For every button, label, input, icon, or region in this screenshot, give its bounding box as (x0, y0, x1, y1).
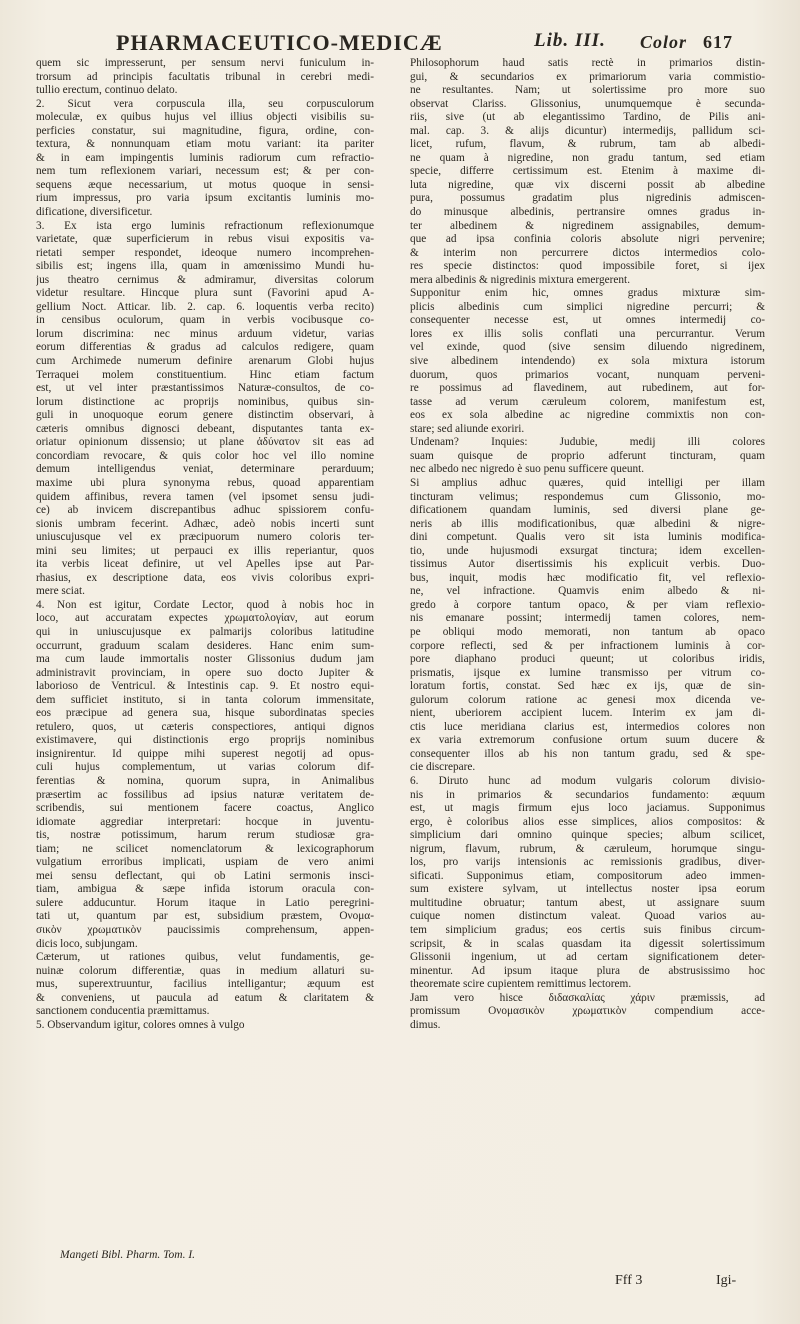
text-line: nuinæ colorum differentiæ, quas in medium allaturi su- (36, 964, 374, 977)
text-line: do minusque albedinis, pertransire omnes gradus in- (410, 206, 765, 219)
text-line: jus theatro cernimus & admiramur, diversitas colorum (36, 273, 374, 286)
text-line: ter albedinem & nigredinem assignabiles, demum- (410, 219, 765, 232)
text-line: moleculæ, ex quibus hujus vel illius objecti visibilis su- (36, 111, 374, 124)
text-line: dicis loco, subjungam. (36, 937, 138, 950)
text-line: guli in unoquoque eorum genere distinctim observari, à (36, 409, 374, 422)
text-line: cum Archimede numerum definire arenarum Globi hujus (36, 355, 374, 368)
text-line: mere sciat. (36, 585, 85, 598)
text-line: lores ex illis solis conflati una percurrantur. Verum (410, 327, 765, 340)
text-line: simplicium dari omnino quinque species; album scilicet, (410, 829, 765, 842)
text-line: Glissonii ingenium, ut ad certam significationem deter- (410, 951, 765, 964)
text-line: riis, sive (ut ab elegantissimo Tardino, de Pilis ani- (410, 111, 765, 124)
text-line: minentur. Ad ipsum itaque plura de abstrusissimo hoc (410, 964, 765, 977)
running-title: PHARMACEUTICO-MEDICÆ (116, 30, 443, 55)
text-line: ma cum laude immortalis noster Glissonius dudum jam (36, 653, 374, 666)
text-line: res specie distinctos: quod impossibile foret, si ijex (410, 260, 765, 273)
text-line: in censibus oculorum, quam in verbis vocibusque co- (36, 314, 374, 327)
text-line: loratum fortis, constat. Sed hæc ex ijs, quæ de sin- (410, 680, 765, 693)
text-line: re possimus ad flavedinem, aut rubedinem, aut for- (410, 382, 765, 395)
text-line: scribendis, sui mentionem facere coactus, Anglico (36, 802, 374, 815)
text-line: gredo à corpore tantum opaco, & per viam reflexio- (410, 598, 765, 611)
text-line: nis in primarios & secundarios fundamento: æquum (410, 788, 765, 801)
text-line: ex varia extremorum confusione ortum suum ducere & (410, 734, 765, 747)
text-line: σικὸν χρωματικὸν paucissimis comprehensum, appen- (36, 924, 374, 936)
text-line: promissum Ονομασικὸν χρωματικὸν compendium acce- (410, 1005, 765, 1018)
text-line: est, ut magis firmum ejus loco jaciamus. Supponimus (410, 802, 765, 815)
right-text-column (410, 57, 765, 1032)
book-number: Lib. III. (534, 30, 606, 51)
text-line: 5. Observandum igitur, colores omnes à vulgo (36, 1018, 245, 1031)
text-line: demum intelligendus veniat, determinare perarduum; (36, 463, 374, 476)
text-line: est, ut vel inter præstantissimos Naturæ-consultos, de co- (36, 382, 374, 395)
text-line: 2. Sicut vera corpuscula illa, seu corpusculorum (36, 97, 374, 110)
text-line: tasse ad verum cæruleum colorem, manifestum est, (410, 395, 765, 408)
text-line: sive albedinem intendendo) ex sola mixtura istorum (410, 355, 765, 368)
text-line: consequenter necesse est, ut omnes intermedij co- (410, 314, 765, 327)
text-line: tincturam velimus; respondemus cum Glissonio, mo- (410, 490, 765, 503)
text-line: existimavere, qui distinctionis ergo proprijs nominibus (36, 734, 374, 747)
text-line: ne resultantes. Nam; ut solertissime pro more suo (410, 84, 765, 97)
text-line: qui in uniuscujusque ex palmarijs coloribus latitudine (36, 625, 374, 638)
text-line: administravit provinciam, in opere suo docto Jupiter & (36, 666, 374, 679)
text-line: Cæterum, ut rationes quibus, velut fundamentis, ge- (36, 951, 374, 964)
text-line: sionis umbram fecerint. Adhæc, adeò nobis incerti sunt (36, 517, 374, 530)
text-line: sificati. Supponimus etiam, compositorum adeo immen- (410, 869, 765, 882)
text-line: rietati semper respondet, ideoque numero incomprehen- (36, 246, 374, 259)
text-line: occurrunt, graduum scalam desideres. Hanc enim sum- (36, 639, 374, 652)
text-line: ita verbis liceat definire, ut vel Apelles ipse aut Par- (36, 558, 374, 571)
text-line: theoremate scire cupientem remittimus lectorem. (410, 978, 632, 991)
text-line: dificatione, diversificetur. (36, 206, 153, 219)
text-line: nis emanare possint; intermedij tamen colores, nem- (410, 612, 765, 625)
text-line: dini competunt. Qualis vero sit ista luminis modifica- (410, 531, 765, 544)
text-line: consequenter illos ab his non tantum gradu, sed & spe- (410, 747, 765, 760)
text-line: perficies constatur, sui magnitudine, figura, ordine, con- (36, 124, 374, 137)
text-line: tullio erectum, continuo delato. (36, 84, 178, 97)
text-line: rium impressus, pro varia ipsum excitantis luminis mo- (36, 192, 374, 205)
text-line: nigrum, flavum, rubrum, & cæruleum, horumque singu- (410, 842, 765, 855)
text-line: pura, possumus gradatim plus nigredinis admiscen- (410, 192, 765, 205)
text-line: dem sufficiet instituto, si in tanta colorum immensitate, (36, 693, 374, 706)
text-line: 6. Diruto hunc ad modum vulgaris colorum divisio- (410, 774, 765, 787)
text-line: tem simplicium gradus; eos certis suis finibus circum- (410, 924, 765, 936)
text-line: idiomate aggrediar interpretari: hocque in juventu- (36, 815, 374, 828)
text-line: varietate, quæ superficierum in rebus visui expositis va- (36, 233, 374, 246)
text-line: mei sensu deflectant, qui ob Latini sermonis insci- (36, 869, 374, 882)
text-line: videtur resultare. Hincque plura sunt (Favorini apud A- (36, 287, 374, 300)
catchword: Igi- (716, 1273, 737, 1288)
text-line: mini seu limites; ut perpauci ex illis reperiantur, quos (36, 544, 374, 557)
text-line: tiam, ambigua & sæpe infida istorum oracula con- (36, 883, 374, 896)
text-line: lorum distinctione ac proprijs nominibus, quibus sin- (36, 395, 374, 408)
text-line: maxime ubi plura synonyma rebus, quoad apparentiam (36, 476, 374, 489)
text-line: nient, uberiorem accipient lucem. Interim ex jam di- (410, 707, 765, 720)
text-line: tati ut, quantum par est, subsidium præstem, Ονομα- (36, 910, 374, 923)
text-line: insignirentur. Id quippe mihi superest negotij ad opus- (36, 747, 374, 760)
text-line: corpore reflecti, sed & per infractionem luminis à cor- (410, 639, 765, 652)
text-line: cuique nomen distinctum valeat. Quoad varios au- (410, 910, 765, 923)
text-line: lorum discrimina: nec minus arduum videtur, varias (36, 327, 374, 340)
text-line: sanctionem conducentia præmittamus. (36, 1005, 210, 1018)
footer-imprint: Mangeti Bibl. Pharm. Tom. I. (60, 1249, 196, 1261)
text-line: rhasius, ex descriptione data, eos vivis coloribus expri- (36, 571, 374, 584)
text-line: nem tum reflexionem variari, necessum est; & per con- (36, 165, 374, 178)
text-line: pe obliqui modo memorati, non tantum ab opaco (410, 625, 765, 638)
text-line: quem sic impresserunt, per sensum nervi funiculum in- (36, 57, 374, 69)
text-line: neris ab illis modificationibus, quæ albedini & nigre- (410, 517, 765, 530)
text-line: Supponitur enim hic, omnes gradus mixturæ sim- (410, 287, 765, 300)
text-line: culi hujus complementum, ut varias colorum dif- (36, 761, 374, 774)
text-line: oriatur opinionum dissensio; ut plane ἀδύνατον sit eas ad (36, 436, 374, 449)
text-line: eos præcipue ad genera sua, hisque subordinatas species (36, 707, 374, 720)
text-line: concordiam revocare, & quis color hoc vel illo nomine (36, 449, 374, 462)
text-line: sibilis est; ingens illa, quam in amœnissimo Mundi hu- (36, 260, 374, 273)
text-line: eorum differentias & gradus ad calculos redigere, quam (36, 341, 374, 354)
text-line: tio, unde hujusmodi exsurgat tinctura; idem excellen- (410, 544, 765, 557)
text-line: sum existere sylvam, ut intellectus noster ipsa eorum (410, 883, 765, 896)
text-line: luta nigredine, quæ vix discerni possit ab albedine (410, 178, 765, 191)
text-line: eos ex sola albedine ac nigredine commixtis non con- (410, 409, 765, 422)
text-line: ce) ab invicem discrepantibus adhuc spissiorem confu- (36, 504, 374, 517)
text-line: scripsit, & in scalas quasdam ita digessit solertissimum (410, 937, 765, 950)
text-line: & interim non percurrere dictos intermedios colo- (410, 246, 765, 259)
text-line: vel exinde, quod (sive sensim diluendo nigredinem, (410, 341, 765, 354)
text-line: trorsum ad principis facultatis tribunal in cerebri medi- (36, 70, 374, 83)
text-line: tis, nostræ potissimum, harum rerum studiosæ gra- (36, 829, 374, 842)
text-line: quidem affinibus, revera tamen (vel ipsomet sensu judi- (36, 490, 374, 503)
text-line: Jam vero hisce διδασκαλίας χάριν præmissis, ad (410, 991, 765, 1004)
text-line: duorum, quos primarios vocant, nunquam perveni- (410, 368, 765, 381)
text-line: gellium Noct. Atticar. lib. 2. cap. 6. loquentis verba recito) (36, 300, 374, 313)
text-line: cie discrepare. (410, 761, 476, 774)
text-line: laborioso de Ventricul. & Intestinis cap. 9. Et nostro equi- (36, 680, 374, 693)
text-line: mera albedinis & nigredinis mixtura emergerent. (410, 273, 631, 286)
text-line: plicis albedinis cum simplici nigredine percurri; & (410, 300, 765, 313)
left-text-column (36, 57, 374, 1032)
text-line: 3. Ex ista ergo luminis refractionum reflexionumque (36, 219, 374, 232)
text-line: præsertim ac fossilibus ad ipsius naturæ veritatem de- (36, 788, 374, 801)
text-line: uniuscujusque vel ex præcipuorum numero coloris ter- (36, 531, 374, 544)
text-line: tiam; ne scilicet nomenclatorum & lexicographorum (36, 842, 374, 855)
text-line: vulgatium erroribus implicati, uspiam de vero animi (36, 856, 374, 869)
text-line: gui, & secundarios ex primariorum varia commistio- (410, 70, 765, 83)
text-line: gulorum colorum ratione ac genesi mox dicenda ve- (410, 693, 765, 706)
text-line: mus, superextruuntur, facilius intelligantur; æquum est (36, 978, 374, 991)
text-line: Si amplius adhuc quæres, quid intelligi per illam (410, 476, 765, 489)
text-line: & conveniens, ut paucula ad eatum & claritatem & (36, 991, 374, 1004)
text-line: los, pro varijs intensionis ac remissionis gradibus, diver- (410, 856, 765, 869)
text-line: multitudine obruatur; tantum abest, ut assignare suum (410, 896, 765, 909)
text-line: dificationem quandam luminis, sed diversi plane ge- (410, 504, 765, 517)
text-line: pore diaphano produci queunt; ut coloribus iridis, (410, 653, 765, 666)
text-line: dimus. (410, 1018, 441, 1031)
text-line: sequens æque necessarium, ut motus quoque in sensi- (36, 178, 374, 191)
text-line: textura, & nonnunquam etiam motu variant: ita pariter (36, 138, 374, 151)
text-line: ne quam à nigredine, non gradu tantum, sed etiam (410, 151, 765, 164)
text-line: 4. Non est igitur, Cordate Lector, quod à nobis hoc in (36, 598, 374, 611)
text-line: ergo, è coloribus alios esse simplices, alios compositos: & (410, 815, 765, 828)
signature-mark: Fff 3 (615, 1273, 643, 1288)
text-line: bus, inquit, modis hæc modificatio fit, vel reflexio- (410, 571, 765, 584)
text-line: mal. cap. 3. & alijs dicuntur) intermedijs, pallidum sci- (410, 124, 765, 137)
text-line: ferentias & nomina, quorum supra, in Animalibus (36, 774, 374, 787)
text-line: ctis luce meridiana clarius est, intermedios colores non (410, 720, 765, 733)
text-line: licet, rufum, flavum, & rubrum, tam ab albedi- (410, 138, 765, 151)
text-line: stare; sed aliunde exoriri. (410, 422, 525, 435)
text-line: observat Clariss. Glissonius, unumquemque è secunda- (410, 97, 765, 110)
text-line: que ad ipsa confinia coloris absolute nigri pervenire; (410, 233, 765, 246)
text-line: retulero, quos, ut cæteris conspectiores, antiqui dignos (36, 720, 374, 733)
text-line: cæteris omnibus dignosci debeant, disputantes tanta ex- (36, 422, 374, 435)
text-line: ne, vel infractione. Quamvis enim albedo & ni- (410, 585, 765, 598)
text-line: sulere adducuntur. Horum itaque in Latio peregrini- (36, 896, 374, 909)
page-number: 617 (703, 32, 733, 52)
text-line: Undenam? Inquies: Judubie, medij illi colores (410, 436, 765, 449)
text-line: specie, differre certissimum est. Etenim à maxime di- (410, 165, 765, 178)
text-line: suam quisque de proprio adferunt tincturam, quam (410, 449, 765, 462)
text-line: Philosophorum haud satis rectè in primarios distin- (410, 57, 765, 69)
text-line: loco, aut accuratam expectes χρωματολογίαν, aut eorum (36, 612, 374, 625)
text-line: prismatis, ijsque ex lumine transmisso per vitrum co- (410, 666, 765, 679)
running-header (60, 30, 780, 58)
text-line: Terraquei molem constituentium. Hinc etiam factum (36, 368, 374, 381)
text-line: tissimus Autor disertissimis his explicuit verbis. Duo- (410, 558, 765, 571)
text-line: nec albedo nec nigredo è suo penu sufficere queunt. (410, 463, 645, 476)
section-subject: Color (640, 32, 688, 52)
text-line: & in eam impingentis luminis radiorum cum refractio- (36, 151, 374, 164)
